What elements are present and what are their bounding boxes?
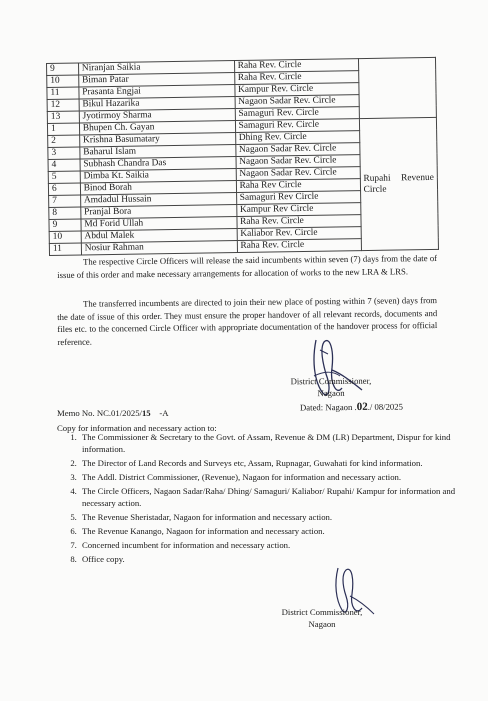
- name-cell: Pranjal Bora: [81, 205, 237, 219]
- name-cell: Dimba Kt. Saikia: [80, 169, 236, 183]
- name-cell: Amdadul Hussain: [80, 193, 236, 207]
- name-cell: Md Forid Ullah: [81, 217, 237, 231]
- serial-cell: 10: [47, 75, 79, 87]
- serial-cell: 13: [47, 111, 79, 123]
- copy-list-item: 7. Concerned incumbent for information and necessary action.: [79, 540, 464, 552]
- copy-for-heading: Copy for information and necessary action to:: [57, 423, 217, 433]
- name-cell: Krishna Basumatary: [79, 133, 235, 147]
- name-cell: Jyotirmoy Sharma: [79, 109, 235, 123]
- present-circle-cell: Raha Rev. Circle: [234, 59, 358, 73]
- copy-list-item: 6. The Revenue Kanango, Nagaon for information and necessary action.: [79, 526, 464, 538]
- present-circle-cell: Nagaon Sadar Rev. Circle: [235, 95, 359, 109]
- present-circle-cell: Samaguri Rev. Circle: [235, 119, 359, 133]
- joining-paragraph-text: The transferred incumbents are directed to join their new place of posting within 7 (seven) days from the date of issue of this order. They must ensure the proper handover of all relevant records, documents and files etc. to the concerned Circle Officer with appropriate documentation of the handover process for official reference.: [57, 295, 438, 347]
- dated-label: Dated: Nagaon .: [299, 401, 357, 413]
- serial-cell: 6: [48, 183, 80, 195]
- present-circle-cell: Dhing Rev. Circle: [235, 131, 359, 145]
- copy-list-item: 1. The Commissioner & Secretary to the Govt. of Assam, Revenue & DM (LR) Department, Dispur for kind information.: [79, 432, 464, 455]
- copy-list-item: 8. Office copy.: [79, 554, 464, 566]
- name-cell: Binod Borah: [80, 181, 236, 195]
- name-cell: Nosiur Rahman: [81, 241, 237, 255]
- copy-list: [57, 432, 464, 569]
- copy-list-item: 2. The Director of Land Records and Surveys etc, Assam, Rupnagar, Guwahati for kind information.: [79, 458, 464, 470]
- dated-line: [300, 401, 403, 414]
- serial-cell: 5: [48, 171, 80, 183]
- present-circle-cell: Kampur Rev Circle: [236, 203, 360, 217]
- present-circle-cell: Nagaon Sadar Rev. Circle: [235, 143, 359, 157]
- present-circle-cell: Raha Rev. Circle: [237, 239, 361, 253]
- serial-cell: 1: [47, 123, 79, 135]
- name-cell: Prasanta Engjai: [79, 85, 235, 99]
- serial-cell: 11: [47, 87, 79, 99]
- joining-paragraph: [57, 294, 438, 348]
- signature-block-1: [276, 375, 386, 400]
- name-cell: Biman Patar: [78, 73, 234, 87]
- serial-cell: 9: [49, 219, 81, 231]
- memo-label: Memo No. NC.01/2025/: [57, 408, 142, 418]
- posting-cell-group-b: [359, 117, 438, 250]
- name-cell: Baharul Islam: [80, 145, 236, 159]
- serial-cell: 8: [49, 207, 81, 219]
- release-paragraph: [57, 252, 437, 281]
- name-cell: Bhupen Ch. Gayan: [79, 121, 235, 135]
- memo-number-value: 15: [141, 408, 151, 418]
- copy-list-item: 3. The Addl. District Commissioner, (Revenue), Nagaon for information and necessary action.: [79, 472, 464, 484]
- serial-cell: 4: [48, 159, 80, 171]
- present-circle-cell: Kaliabor Rev. Circle: [237, 227, 361, 241]
- copy-list-item: 4. The Circle Officers, Nagaon Sadar/Raha/ Dhing/ Samaguri/ Kaliabor/ Rupahi/ Kampur for information and necessary action.: [79, 486, 464, 509]
- serial-cell: 10: [49, 231, 81, 243]
- dated-rest: ./ 08/2025: [367, 401, 403, 412]
- signature-1-title: District Commissioner,: [290, 375, 372, 387]
- serial-cell: 9: [47, 63, 79, 75]
- transfer-table: [46, 57, 439, 256]
- dated-day: 02: [356, 400, 368, 413]
- present-circle-cell: Raha Rev Circle: [236, 179, 360, 193]
- posting-circle-line-2: Circle: [363, 184, 387, 195]
- present-circle-cell: Samaguri Rev. Circle: [235, 107, 359, 121]
- serial-cell: 7: [49, 195, 81, 207]
- serial-cell: 3: [48, 147, 80, 159]
- name-cell: Niranjan Saikia: [78, 61, 234, 75]
- present-circle-cell: Raha Rev. Circle: [237, 215, 361, 229]
- present-circle-cell: Raha Rev. Circle: [234, 71, 358, 85]
- posting-cell-group-a: [358, 57, 436, 118]
- signature-1-place: Nagaon: [317, 387, 345, 399]
- signature-block-2: [267, 606, 377, 630]
- name-cell: Bikul Hazarika: [79, 97, 235, 111]
- signature-2-title: District Commissioner,: [281, 607, 363, 617]
- present-circle-cell: Nagaon Sadar Rev. Circle: [236, 167, 360, 181]
- present-circle-cell: Kampur Rev. Circle: [234, 83, 358, 97]
- serial-cell: 11: [49, 243, 81, 255]
- signature-2-place: Nagaon: [308, 619, 336, 629]
- memo-number: [57, 408, 169, 418]
- present-circle-cell: Samaguri Rev Circle: [236, 191, 360, 205]
- present-circle-cell: Nagaon Sadar Rev. Circle: [236, 155, 360, 169]
- serial-cell: 12: [47, 99, 79, 111]
- name-cell: Subhash Chandra Das: [80, 157, 236, 171]
- copy-list-item: 5. The Revenue Sheristadar, Nagaon for information and necessary action.: [79, 512, 464, 524]
- name-cell: Abdul Malek: [81, 229, 237, 243]
- memo-suffix: -A: [159, 408, 169, 418]
- serial-cell: 2: [48, 135, 80, 147]
- release-paragraph-text: The respective Circle Officers will release the said incumbents within seven (7) days from the date of issue of this order and make necessary arrangements for allocation of works to the new LRA & LRS.: [57, 253, 438, 280]
- posting-circle-line-1: Rupahi Revenue: [363, 172, 434, 184]
